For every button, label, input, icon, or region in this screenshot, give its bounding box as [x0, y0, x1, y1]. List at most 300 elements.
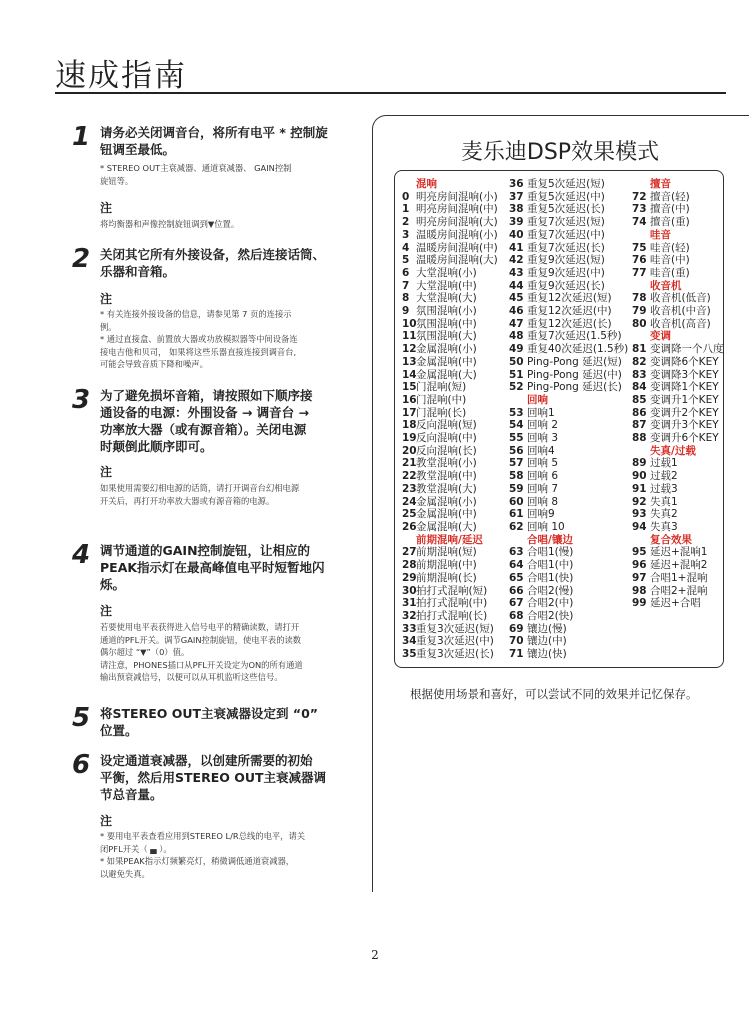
- effect-row: [402, 546, 498, 559]
- effect-name: 变调升6个KEY: [650, 432, 719, 445]
- effect-row: [402, 318, 498, 331]
- page-title: 速成指南: [55, 58, 187, 94]
- effect-row: [509, 254, 628, 267]
- effect-row: [402, 216, 498, 229]
- effect-row: [509, 369, 628, 382]
- effect-row: [402, 407, 498, 420]
- effect-name: 金属混响(大): [416, 368, 477, 381]
- effect-row: [509, 483, 628, 496]
- effect-number: 83: [632, 368, 647, 381]
- effect-name: Ping-Pong 延迟(长): [527, 381, 622, 394]
- effect-number: 90: [632, 470, 647, 483]
- effect-row: [509, 546, 628, 559]
- effect-row: [632, 419, 724, 432]
- effect-number: 5: [402, 254, 410, 267]
- category-label: 合唱/镶边: [527, 533, 573, 546]
- effect-number: 89: [632, 457, 647, 470]
- effect-number: 69: [509, 622, 524, 635]
- effect-row: [402, 445, 498, 458]
- effect-number: 34: [402, 635, 417, 648]
- effect-number: 32: [402, 609, 417, 622]
- effect-number: 48: [509, 330, 524, 343]
- effect-number: 62: [509, 520, 524, 533]
- effect-row: [402, 610, 498, 623]
- effect-number: 20: [402, 444, 417, 457]
- effect-number: 10: [402, 317, 417, 330]
- effect-name: 擅音(中): [650, 203, 690, 216]
- effect-row: [509, 597, 628, 610]
- effect-row: [402, 356, 498, 369]
- effect-name: 延迟+混响1: [650, 546, 708, 559]
- effect-row: [632, 267, 724, 280]
- step-text: 为了避免损坏音箱，请按照如下顺序接 通设备的电源：外围设备 → 调音台 → 功率放大器（或有源音箱）。关闭电源 时颠倒此顺序即可。: [100, 388, 313, 454]
- effect-number: 73: [632, 203, 647, 216]
- effect-name: 温暖房间混响(小): [416, 228, 498, 241]
- effect-number: 61: [509, 508, 524, 521]
- effect-number: 23: [402, 482, 417, 495]
- category-label: 回响: [527, 393, 548, 406]
- effect-row: [632, 572, 724, 585]
- effect-number: 24: [402, 495, 417, 508]
- effect-name: 拍打式混响(长): [416, 609, 488, 622]
- effect-category-header: [509, 394, 628, 407]
- effect-row: [402, 191, 498, 204]
- effect-name: 哇音(轻): [650, 241, 690, 254]
- effect-row: [402, 369, 498, 382]
- effect-number: 66: [509, 584, 524, 597]
- effect-name: 金属混响(中): [416, 355, 477, 368]
- effect-number: 29: [402, 571, 417, 584]
- effect-number: 11: [402, 330, 417, 343]
- effect-name: 重复7次延迟(长): [527, 241, 605, 254]
- effect-number: 82: [632, 355, 647, 368]
- effect-row: [509, 381, 628, 394]
- step-text: 调节通道的GAIN控制旋钮，让相应的 PEAK指示灯在最高峰值电平时短暂地闪 烁。: [100, 543, 325, 592]
- effect-name: 重复3次延迟(中): [416, 635, 494, 648]
- effect-row: [632, 343, 724, 356]
- effect-category-header: [632, 229, 724, 242]
- effect-name: 回响 7: [527, 482, 559, 495]
- effect-row: [509, 216, 628, 229]
- effect-name: Ping-Pong 延迟(短): [527, 355, 622, 368]
- effect-row: [509, 292, 628, 305]
- effect-row: [402, 508, 498, 521]
- effect-name: 合唱1(快): [527, 571, 574, 584]
- effect-row: [632, 521, 724, 534]
- effect-row: [509, 419, 628, 432]
- step-text: 关闭其它所有外接设备，然后连接话筒、 乐器和音箱。: [100, 247, 326, 279]
- effect-number: 15: [402, 381, 417, 394]
- effect-row: [402, 597, 498, 610]
- effect-number: 91: [632, 482, 647, 495]
- effect-row: [402, 254, 498, 267]
- effect-number: 72: [632, 190, 647, 203]
- dsp-column-3: [632, 178, 724, 610]
- effect-number: 9: [402, 305, 410, 318]
- effect-number: 65: [509, 571, 524, 584]
- effect-category-header: [402, 178, 498, 191]
- effect-name: 回响1: [527, 406, 555, 419]
- effect-number: 44: [509, 279, 524, 292]
- note-text: 将均衡器和声像控制旋钮调到▼位置。: [100, 219, 240, 229]
- effect-number: 64: [509, 559, 524, 572]
- effect-name: 拍打式混响(短): [416, 584, 488, 597]
- page-number: 2: [371, 948, 379, 962]
- effect-row: [509, 623, 628, 636]
- effect-row: [632, 216, 724, 229]
- effect-number: 50: [509, 355, 524, 368]
- step-footnote: * STEREO OUT主衰减器、通道衰减器、 GAIN控制 旋钮等。: [100, 163, 292, 186]
- effect-number: 8: [402, 292, 410, 305]
- step-text: 设定通道衰减器，以创建所需要的初始 平衡，然后用STEREO OUT主衰减器调 节总音量。: [100, 753, 327, 802]
- effect-row: [509, 432, 628, 445]
- effect-number: 54: [509, 419, 524, 432]
- note-text: 如果使用需要幻相电源的话筒，请打开调音台幻相电源 开关后，再打开功率放大器或有源音箱的电源。: [100, 483, 300, 506]
- effect-name: 金属混响(中): [416, 508, 477, 521]
- effect-number: 36: [509, 178, 524, 190]
- category-label: 失真/过载: [650, 444, 696, 457]
- effect-row: [632, 597, 724, 610]
- effect-name: 教堂混响(小): [416, 457, 477, 470]
- effect-name: 回响 10: [527, 520, 565, 533]
- effect-number: 42: [509, 254, 524, 267]
- effect-number: 51: [509, 368, 524, 381]
- effect-name: 合唱2(慢): [527, 584, 574, 597]
- effect-row: [509, 318, 628, 331]
- effect-row: [509, 330, 628, 343]
- effect-name: 镶边(快): [527, 648, 567, 661]
- effect-row: [402, 330, 498, 343]
- effect-row: [632, 292, 724, 305]
- effect-name: 过载3: [650, 482, 678, 495]
- effect-number: 46: [509, 305, 524, 318]
- effect-name: 反向混响(长): [416, 444, 477, 457]
- effect-row: [632, 585, 724, 598]
- effect-name: 氛围混响(中): [416, 317, 477, 330]
- category-label: 变调: [650, 330, 671, 343]
- effect-number: 18: [402, 419, 417, 432]
- effect-number: 85: [632, 393, 647, 406]
- effect-name: 重复5次延迟(短): [527, 178, 605, 190]
- effect-number: 26: [402, 520, 417, 533]
- note-label: 注: [100, 292, 113, 306]
- effect-number: 56: [509, 444, 524, 457]
- effect-row: [402, 229, 498, 242]
- effect-name: 镶边(慢): [527, 622, 567, 635]
- effect-row: [632, 483, 724, 496]
- effect-name: 氛围混响(小): [416, 305, 477, 318]
- effect-name: 前期混响(中): [416, 559, 477, 572]
- effect-number: 75: [632, 241, 647, 254]
- effect-row: [632, 407, 724, 420]
- effect-number: 6: [402, 266, 410, 279]
- effect-number: 92: [632, 495, 647, 508]
- effect-name: 擅音(轻): [650, 190, 690, 203]
- effect-row: [402, 483, 498, 496]
- effect-name: 门混响(中): [416, 393, 467, 406]
- effect-row: [402, 267, 498, 280]
- effect-row: [632, 305, 724, 318]
- effect-row: [632, 242, 724, 255]
- effect-row: [632, 356, 724, 369]
- effect-row: [402, 521, 498, 534]
- note-label: 注: [100, 465, 113, 479]
- effect-row: [509, 407, 628, 420]
- effect-row: [509, 559, 628, 572]
- effect-name: 收音机(中音): [650, 305, 711, 318]
- effect-name: 合唱2(快): [527, 609, 574, 622]
- effect-number: 59: [509, 482, 524, 495]
- effect-name: 回响9: [527, 508, 555, 521]
- effect-row: [402, 381, 498, 394]
- effect-name: 变调降6个KEY: [650, 355, 719, 368]
- effect-name: 合唱2+混响: [650, 584, 708, 597]
- effect-name: 重复5次延迟(长): [527, 203, 605, 216]
- effect-row: [632, 457, 724, 470]
- effect-name: 重复12次延迟(中): [527, 305, 612, 318]
- effect-name: 变调升3个KEY: [650, 419, 719, 432]
- effect-number: 67: [509, 597, 524, 610]
- effect-number: 79: [632, 305, 647, 318]
- effect-number: 43: [509, 266, 524, 279]
- effect-name: 重复7次延迟(1.5秒): [527, 330, 622, 343]
- effect-row: [632, 381, 724, 394]
- effect-number: 30: [402, 584, 417, 597]
- effect-name: 收音机(高音): [650, 317, 711, 330]
- effect-row: [632, 559, 724, 572]
- effect-number: 60: [509, 495, 524, 508]
- effect-category-header: [632, 280, 724, 293]
- effect-row: [632, 254, 724, 267]
- effect-name: 变调降3个KEY: [650, 368, 719, 381]
- effect-number: 40: [509, 228, 524, 241]
- dsp-column-2: [509, 178, 628, 661]
- effect-row: [509, 610, 628, 623]
- effect-category-header: [632, 178, 724, 191]
- effect-name: 合唱1(中): [527, 559, 574, 572]
- effect-number: 74: [632, 216, 647, 229]
- effect-row: [509, 280, 628, 293]
- effect-name: 重复12次延迟(长): [527, 317, 612, 330]
- effect-name: 教堂混响(大): [416, 482, 477, 495]
- effect-number: 52: [509, 381, 524, 394]
- note-label: 注: [100, 604, 113, 618]
- effect-number: 0: [402, 190, 410, 203]
- effect-row: [632, 191, 724, 204]
- effect-name: 明亮房间混响(大): [416, 216, 498, 229]
- effect-number: 53: [509, 406, 524, 419]
- effect-row: [402, 242, 498, 255]
- category-label: 哇音: [650, 228, 671, 241]
- effect-name: 收音机(低音): [650, 292, 711, 305]
- effect-row: [632, 546, 724, 559]
- effect-number: 97: [632, 571, 647, 584]
- effect-name: 哇音(重): [650, 266, 690, 279]
- effect-row: [402, 457, 498, 470]
- effect-row: [402, 559, 498, 572]
- effect-name: 前期混响(短): [416, 546, 477, 559]
- effect-row: [509, 496, 628, 509]
- step-text: 请务必关闭调音台，将所有电平 * 控制旋 钮调至最低。: [100, 125, 328, 157]
- title-rule: [55, 92, 726, 94]
- effect-name: 变调降1个KEY: [650, 381, 719, 394]
- effect-number: 76: [632, 254, 647, 267]
- effect-number: 96: [632, 559, 647, 572]
- effect-name: 反向混响(短): [416, 419, 477, 432]
- dsp-footer-text: 根据使用场景和喜好，可以尝试不同的效果并记忆保存。: [410, 687, 698, 701]
- effect-number: 77: [632, 266, 647, 279]
- effect-row: [402, 419, 498, 432]
- effect-name: 门混响(长): [416, 406, 467, 419]
- effect-name: 金属混响(小): [416, 343, 477, 356]
- effect-name: 大堂混响(中): [416, 279, 477, 292]
- effect-row: [402, 203, 498, 216]
- effect-name: 失真2: [650, 508, 678, 521]
- effect-name: 回响 3: [527, 432, 559, 445]
- dsp-title: 麦乐迪DSP效果模式: [460, 140, 660, 165]
- effect-row: [509, 648, 628, 661]
- effect-number: 2: [402, 216, 410, 229]
- effect-row: [509, 508, 628, 521]
- note-text: 若要使用电平表获得进入信号电平的精确读数，请打开 通道的PFL开关。调节GAIN控制旋钮，使电平表的读数 偶尔超过 “▼”（0）值。 请注意，PHONES插口从PFL开关设定为ON的所有通道 输出预衰减信号，以便可以从耳机监听这些信号。: [100, 622, 303, 682]
- note-label: 注: [100, 814, 113, 828]
- effect-number: 38: [509, 203, 524, 216]
- effect-name: 重复40次延迟(1.5秒): [527, 343, 629, 356]
- effect-row: [402, 635, 498, 648]
- effect-row: [509, 178, 628, 191]
- effect-name: 延迟+合唱: [650, 597, 701, 610]
- effect-number: 1: [402, 203, 410, 216]
- effect-number: 78: [632, 292, 647, 305]
- effect-number: 45: [509, 292, 524, 305]
- effect-number: 37: [509, 190, 524, 203]
- category-label: 前期混响/延迟: [416, 533, 483, 546]
- note-label: 注: [100, 201, 113, 215]
- effect-number: 81: [632, 343, 647, 356]
- effect-row: [632, 432, 724, 445]
- effect-number: 84: [632, 381, 647, 394]
- effect-number: 55: [509, 432, 524, 445]
- effect-row: [402, 623, 498, 636]
- effect-name: Ping-Pong 延迟(中): [527, 368, 622, 381]
- note-text: * 要用电平表查看应用到STEREO L/R总线的电平，请关 闭PFL开关（ ▄ ）。 * 如果PEAK指示灯频繁亮灯，稍微调低通道衰减器， 以避免失真。: [100, 831, 306, 879]
- category-label: 混响: [416, 178, 437, 190]
- effect-number: 27: [402, 546, 417, 559]
- effect-row: [509, 470, 628, 483]
- effect-name: 延迟+混响2: [650, 559, 708, 572]
- effect-name: 回响 6: [527, 470, 559, 483]
- effect-number: 7: [402, 279, 410, 292]
- effect-name: 合唱1+混响: [650, 571, 708, 584]
- effect-name: 回响 8: [527, 495, 559, 508]
- effect-row: [632, 318, 724, 331]
- step-number: 1: [72, 122, 91, 152]
- effect-number: 39: [509, 216, 524, 229]
- effect-name: 大堂混响(大): [416, 292, 477, 305]
- effect-row: [632, 369, 724, 382]
- effect-name: 变调升1个KEY: [650, 393, 719, 406]
- effect-name: 哇音(中): [650, 254, 690, 267]
- effect-row: [402, 292, 498, 305]
- effect-row: [402, 343, 498, 356]
- category-label: 收音机: [650, 279, 682, 292]
- effect-number: 71: [509, 648, 524, 661]
- effect-number: 35: [402, 648, 417, 661]
- effect-row: [509, 521, 628, 534]
- effect-name: 明亮房间混响(中): [416, 203, 498, 216]
- effect-row: [509, 305, 628, 318]
- effect-category-header: [632, 330, 724, 343]
- effect-number: 88: [632, 432, 647, 445]
- effect-name: 温暖房间混响(大): [416, 254, 498, 267]
- effect-category-header: [402, 534, 498, 547]
- effect-number: 16: [402, 393, 417, 406]
- effect-name: 合唱2(中): [527, 597, 574, 610]
- effect-number: 17: [402, 406, 417, 419]
- effect-row: [402, 394, 498, 407]
- effect-name: 失真1: [650, 495, 678, 508]
- effect-name: 重复9次延迟(长): [527, 279, 605, 292]
- effect-number: 41: [509, 241, 524, 254]
- effect-row: [402, 280, 498, 293]
- effect-number: 70: [509, 635, 524, 648]
- effect-row: [509, 356, 628, 369]
- effect-number: 25: [402, 508, 417, 521]
- effect-row: [509, 635, 628, 648]
- note-text: * 有关连接外接设备的信息，请参见第 7 页的连接示 例。 * 通过直接盒、前置放大器或功放模拟器等中间设备连 接电吉他和贝司， 如果将这些乐器直接连接到调音台, 可能会导致音质下降和噪声。: [100, 309, 298, 369]
- effect-number: 4: [402, 241, 410, 254]
- step-number: 2: [72, 244, 91, 274]
- effect-number: 93: [632, 508, 647, 521]
- effect-row: [632, 508, 724, 521]
- effect-name: 过载1: [650, 457, 678, 470]
- effect-name: 重复3次延迟(短): [416, 622, 494, 635]
- effect-name: 金属混响(大): [416, 520, 477, 533]
- effect-number: 49: [509, 343, 524, 356]
- effect-number: 86: [632, 406, 647, 419]
- effect-number: 68: [509, 609, 524, 622]
- effect-name: 变调降一个八度: [650, 343, 724, 356]
- effect-number: 19: [402, 432, 417, 445]
- effect-row: [402, 585, 498, 598]
- effect-name: 大堂混响(小): [416, 266, 477, 279]
- effect-row: [509, 242, 628, 255]
- effect-name: 重复7次延迟(中): [527, 228, 605, 241]
- effect-name: 重复12次延迟(短): [527, 292, 612, 305]
- effect-name: 重复7次延迟(短): [527, 216, 605, 229]
- effect-name: 温暖房间混响(中): [416, 241, 498, 254]
- effect-row: [509, 572, 628, 585]
- effect-row: [509, 229, 628, 242]
- effect-name: 合唱1(慢): [527, 546, 574, 559]
- effect-category-header: [632, 445, 724, 458]
- step-number: 4: [72, 540, 91, 570]
- effect-number: 80: [632, 317, 647, 330]
- effect-number: 28: [402, 559, 417, 572]
- effect-row: [509, 445, 628, 458]
- effect-row: [632, 496, 724, 509]
- effect-category-header: [509, 534, 628, 547]
- effect-number: 99: [632, 597, 647, 610]
- effect-number: 63: [509, 546, 524, 559]
- effect-number: 57: [509, 457, 524, 470]
- effect-name: 回响 5: [527, 457, 559, 470]
- effect-row: [509, 457, 628, 470]
- effect-name: 教堂混响(中): [416, 470, 477, 483]
- effect-name: 失真3: [650, 520, 678, 533]
- effect-row: [402, 648, 498, 661]
- effect-name: 回响4: [527, 444, 555, 457]
